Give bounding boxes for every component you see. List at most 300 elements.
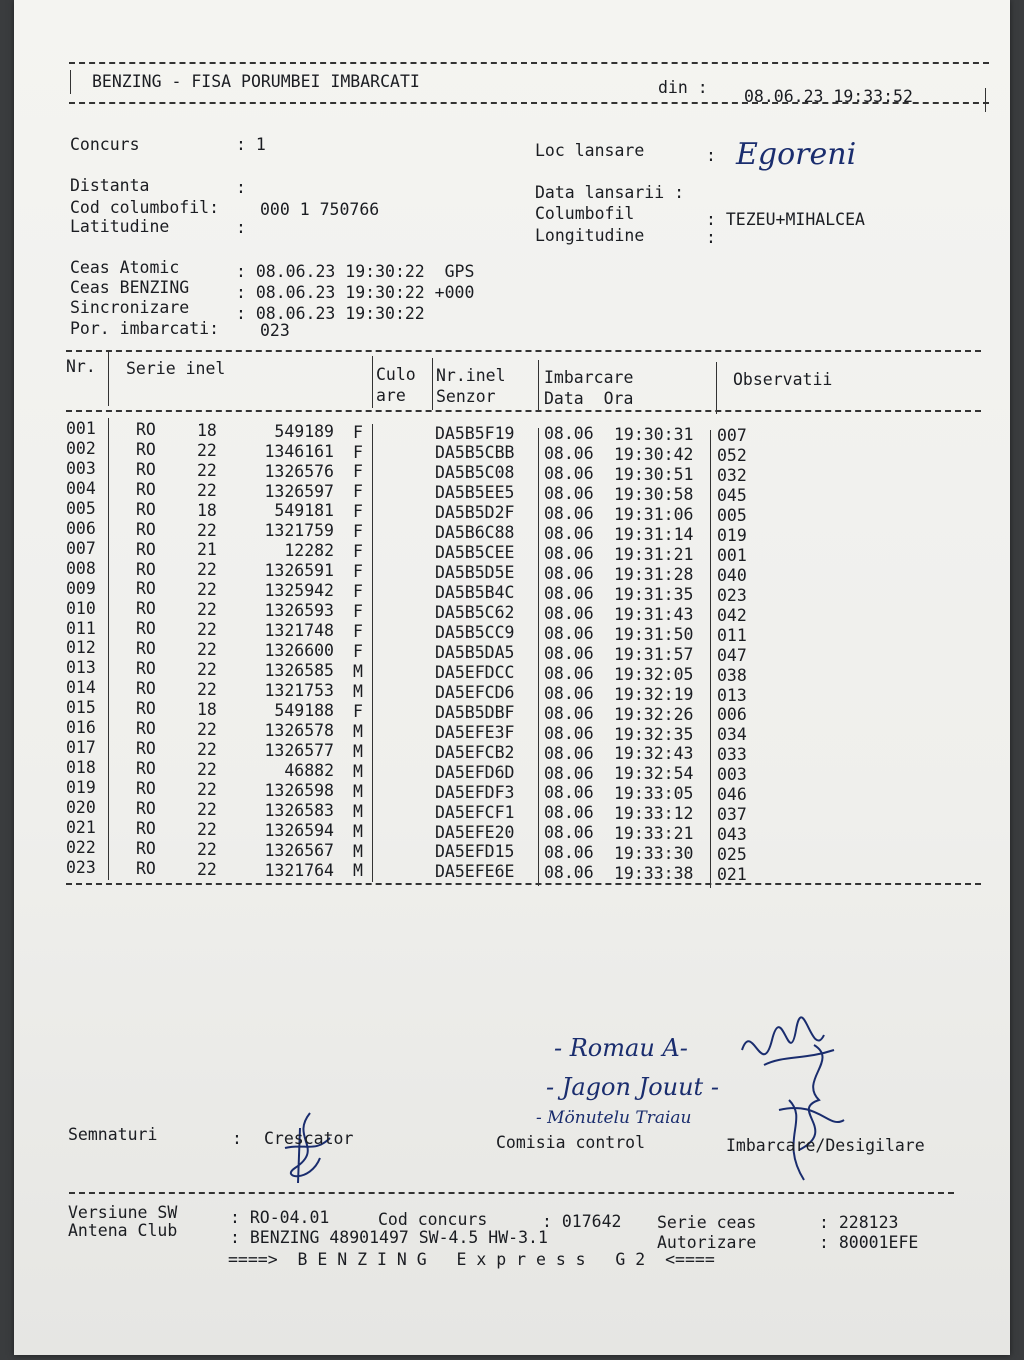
cell-sex: F: [353, 562, 363, 582]
cell-observatii: 005: [717, 505, 747, 525]
cell-date: 08.06: [544, 663, 594, 683]
cell-time: 19:31:14: [614, 525, 694, 545]
cell-sex: F: [353, 422, 363, 442]
por-imbarcati-label: Por. imbarcati:: [70, 319, 220, 338]
col-header-senzor: Senzor: [436, 387, 496, 406]
cell-ring-number: 1321759: [264, 521, 334, 541]
cell-observatii: 032: [717, 466, 747, 486]
cell-ring-number: 1326583: [264, 800, 334, 820]
cell-country: RO: [136, 419, 156, 439]
cell-sensor: DA5EFCF1: [435, 802, 515, 822]
footer-top-rule: [69, 1192, 954, 1194]
din-value: 08.06.23 19:33:52: [744, 87, 913, 106]
cell-sex: F: [353, 442, 363, 462]
col-header-nr: Nr.: [66, 357, 96, 376]
cell-ring-number: 1326578: [264, 720, 334, 740]
cell-date: 08.06: [544, 504, 594, 524]
cell-country: RO: [136, 539, 156, 559]
cell-ring-number: 1326593: [264, 601, 334, 621]
cell-country: RO: [136, 519, 156, 539]
cell-sensor: DA5B5CEE: [435, 543, 515, 563]
cell-year: 22: [197, 640, 217, 660]
handwritten-name-3: - Mönutelu Traiau: [536, 1108, 692, 1128]
semnaturi-sep: :: [232, 1129, 242, 1148]
table-row: [14, 618, 1010, 645]
table-row: [14, 538, 1010, 565]
versiune-sw-value: : RO-04.01: [230, 1208, 330, 1227]
cell-year: 21: [197, 540, 217, 560]
cell-sex: F: [353, 642, 363, 662]
cell-time: 19:33:30: [614, 844, 694, 864]
cell-year: 22: [197, 859, 217, 879]
cell-date: 08.06: [544, 424, 594, 444]
cell-observatii: 047: [717, 645, 747, 665]
cell-observatii: 042: [717, 605, 747, 625]
col-header-nrinel: Nr.inel: [436, 366, 506, 385]
cell-ring-number: 1326585: [264, 661, 334, 681]
table-top-rule: [66, 350, 981, 352]
cell-nr: 001: [66, 419, 96, 438]
cell-time: 19:32:43: [614, 744, 694, 764]
table-row: [14, 678, 1010, 705]
cell-observatii: 021: [717, 865, 747, 885]
cell-date: 08.06: [544, 783, 594, 803]
printed-sheet: [14, 0, 1010, 1355]
table-row: [14, 438, 1010, 466]
cell-year: 18: [197, 500, 217, 520]
col-sep-3: [432, 358, 433, 410]
cell-date: 08.06: [544, 823, 594, 843]
cell-observatii: 023: [717, 585, 747, 605]
cell-nr: 007: [66, 538, 96, 558]
cell-year: 22: [197, 759, 217, 779]
table-row: [14, 818, 1010, 845]
table-row: [14, 419, 1010, 446]
cell-sex: F: [353, 522, 363, 542]
cell-nr: 002: [66, 438, 96, 458]
cell-year: 22: [197, 720, 217, 740]
cell-nr: 003: [66, 458, 96, 478]
table-row: [14, 478, 1010, 506]
cell-date: 08.06: [544, 743, 594, 763]
loc-lansare-sep: :: [706, 146, 716, 165]
cell-country: RO: [136, 818, 156, 838]
cell-ring-number: 1326576: [264, 461, 334, 481]
cell-date: 08.06: [544, 464, 594, 484]
latitudine-label: Latitudine: [70, 217, 170, 236]
cod-columbofil-label: Cod columbofil:: [70, 198, 220, 217]
cell-country: RO: [136, 559, 156, 579]
table-row: [14, 718, 1010, 745]
cell-sex: F: [353, 701, 363, 721]
cell-time: 19:31:06: [614, 505, 694, 525]
cell-ring-number: 1346161: [264, 441, 334, 461]
cell-country: RO: [136, 599, 156, 619]
header-bottom-rule: [69, 102, 989, 104]
table-row: [14, 738, 1010, 765]
cell-sex: F: [353, 582, 363, 602]
cell-observatii: 043: [717, 825, 747, 845]
cell-sensor: DA5B5D2F: [435, 503, 515, 523]
cell-date: 08.06: [544, 863, 594, 883]
cell-date: 08.06: [544, 723, 594, 743]
por-imbarcati-value: 023: [260, 321, 290, 340]
cell-sensor: DA5EFDF3: [435, 782, 515, 802]
concurs-value: : 1: [236, 135, 266, 154]
cell-observatii: 025: [717, 845, 747, 865]
table-row: [14, 758, 1010, 785]
cell-ring-number: 549181: [274, 501, 334, 521]
cell-date: 08.06: [544, 763, 594, 783]
cell-nr: 005: [66, 498, 96, 518]
cell-sex: M: [353, 781, 363, 801]
table-row: [14, 578, 1010, 605]
cell-ring-number: 46882: [284, 760, 334, 780]
cell-time: 19:31:28: [614, 564, 694, 584]
cell-country: RO: [136, 439, 156, 459]
cod-columbofil-value: 000 1 750766: [260, 200, 380, 219]
cell-sensor: DA5EFCB2: [435, 742, 515, 762]
cell-observatii: 001: [717, 545, 747, 565]
cell-observatii: 011: [717, 625, 747, 645]
cell-country: RO: [136, 579, 156, 599]
col-header-serie: Serie inel: [126, 359, 226, 378]
cell-nr: 006: [66, 518, 96, 538]
cell-ring-number: 1326591: [264, 561, 334, 581]
cell-sensor: DA5B5C62: [435, 603, 515, 623]
handwritten-name-2: - Jagon Jouut -: [546, 1073, 719, 1101]
cell-time: 19:33:38: [614, 864, 694, 884]
cell-sex: M: [353, 661, 363, 681]
cell-year: 22: [197, 600, 217, 620]
cell-sex: F: [353, 542, 363, 562]
cell-sex: M: [353, 721, 363, 741]
cell-ring-number: 1326597: [264, 481, 334, 501]
col-header-data-ora: Data Ora: [544, 389, 634, 408]
cell-time: 19:31:50: [614, 624, 694, 644]
antena-club-value: : BENZING 48901497 SW-4.5 HW-3.1: [230, 1228, 548, 1247]
imbarcare-desigilare-label: Imbarcare/Desigilare: [726, 1136, 925, 1155]
table-row: [14, 518, 1010, 545]
cell-sensor: DA5B5DA5: [435, 642, 515, 662]
col-header-imbarcare: Imbarcare: [544, 368, 634, 387]
cell-year: 22: [197, 839, 217, 859]
cell-sensor: DA5B6C88: [435, 523, 515, 543]
ceas-atomic-label: Ceas Atomic: [70, 258, 180, 277]
cell-time: 19:33:12: [614, 804, 694, 824]
latitudine-value: :: [236, 218, 246, 237]
table-row: [14, 498, 1010, 525]
cell-sensor: DA5EFD15: [435, 842, 515, 862]
cell-nr: 018: [66, 758, 96, 778]
table-row: [14, 698, 1010, 725]
cell-observatii: 013: [717, 685, 747, 705]
cell-ring-number: 549188: [274, 700, 334, 720]
cell-country: RO: [136, 798, 156, 818]
cell-country: RO: [136, 619, 156, 639]
cell-nr: 012: [66, 638, 96, 658]
data-lansarii-label: Data lansarii :: [535, 183, 685, 202]
cell-sex: F: [353, 602, 363, 622]
signature-scribble-3: [270, 1108, 340, 1188]
distanta-value: :: [236, 178, 246, 197]
cell-sensor: DA5B5B4C: [435, 583, 515, 603]
cell-nr: 015: [66, 698, 96, 718]
cell-nr: 011: [66, 618, 96, 638]
cell-date: 08.06: [544, 544, 594, 564]
cell-ring-number: 1326567: [264, 840, 334, 860]
concurs-label: Concurs: [70, 135, 140, 154]
cell-sensor: DA5EFE3F: [435, 722, 515, 742]
cell-ring-number: 1326600: [264, 641, 334, 661]
cell-sex: M: [353, 861, 363, 881]
cell-sensor: DA5B5F19: [435, 423, 515, 443]
cell-country: RO: [136, 639, 156, 659]
serie-ceas-value: : 228123: [819, 1213, 899, 1232]
cell-ring-number: 1321753: [264, 681, 334, 701]
cell-nr: 022: [66, 837, 96, 857]
cell-sensor: DA5B5DBF: [435, 702, 515, 722]
cell-time: 19:32:05: [614, 664, 694, 684]
cell-time: 19:30:58: [614, 485, 694, 505]
cell-sensor: DA5EFE6E: [435, 862, 515, 882]
document-title: BENZING - FISA PORUMBEI IMBARCATI: [92, 72, 420, 91]
cell-date: 08.06: [544, 623, 594, 643]
cell-year: 22: [197, 739, 217, 759]
cell-nr: 014: [66, 678, 96, 698]
din-label: din :: [658, 78, 708, 97]
col-header-culo: Culo: [376, 365, 416, 384]
cell-country: RO: [136, 838, 156, 858]
versiune-sw-label: Versiune SW: [68, 1203, 178, 1222]
cell-date: 08.06: [544, 643, 594, 663]
cell-time: 19:30:42: [614, 445, 694, 465]
ceas-benzing-label: Ceas BENZING: [70, 278, 190, 297]
cell-sensor: DA5EFE20: [435, 822, 515, 842]
cell-sex: M: [353, 741, 363, 761]
cell-observatii: 006: [717, 705, 747, 725]
table-row: [14, 837, 1010, 865]
cell-year: 22: [197, 560, 217, 580]
cell-year: 22: [197, 680, 217, 700]
cell-observatii: 038: [717, 665, 747, 685]
cell-time: 19:33:21: [614, 824, 694, 844]
cell-sensor: DA5B5C08: [435, 463, 515, 483]
table-row: [14, 798, 1010, 825]
cell-date: 08.06: [544, 843, 594, 863]
cell-sex: M: [353, 801, 363, 821]
crescator-label: Crescator: [264, 1129, 354, 1148]
handwritten-name-1: - Romau A-: [554, 1034, 688, 1062]
cell-observatii: 046: [717, 785, 747, 805]
cell-year: 22: [197, 520, 217, 540]
table-row: [14, 458, 1010, 486]
cell-country: RO: [136, 659, 156, 679]
cell-time: 19:32:35: [614, 724, 694, 744]
cell-observatii: 007: [717, 426, 747, 446]
table-row: [14, 857, 1010, 885]
benzing-brand-line: ====> B E N Z I N G E x p r e s s G 2 <====: [228, 1250, 715, 1269]
cell-sensor: DA5EFD6D: [435, 762, 515, 782]
columbofil-value: : TEZEU+MIHALCEA: [706, 210, 865, 229]
cell-nr: 020: [66, 798, 96, 818]
cell-year: 22: [197, 580, 217, 600]
cell-country: RO: [136, 858, 156, 878]
cell-year: 18: [197, 700, 217, 720]
autorizare-value: : 80001EFE: [819, 1233, 919, 1252]
cell-nr: 010: [66, 598, 96, 618]
ceas-atomic-value: : 08.06.23 19:30:22 GPS: [236, 262, 475, 281]
cell-date: 08.06: [544, 703, 594, 723]
cell-sex: M: [353, 681, 363, 701]
cell-year: 22: [197, 620, 217, 640]
cell-country: RO: [136, 778, 156, 798]
cod-concurs-label: Cod concurs: [378, 1210, 488, 1229]
cell-sensor: DA5B5D5E: [435, 563, 515, 583]
cell-date: 08.06: [544, 524, 594, 544]
cell-sensor: DA5EFCD6: [435, 682, 515, 702]
cell-time: 19:30:51: [614, 465, 694, 485]
cell-time: 19:31:57: [614, 644, 694, 664]
cell-ring-number: 549189: [274, 421, 334, 441]
cell-country: RO: [136, 479, 156, 499]
col-sep-2: [372, 356, 373, 408]
col-header-observatii: Observatii: [733, 370, 833, 389]
cell-sensor: DA5B5EE5: [435, 483, 515, 503]
cell-date: 08.06: [544, 444, 594, 464]
cell-nr: 021: [66, 818, 96, 837]
serie-ceas-label: Serie ceas: [657, 1213, 757, 1232]
col-sep-1: [108, 352, 109, 406]
table-row: [14, 558, 1010, 585]
cell-nr: 008: [66, 558, 96, 578]
cell-nr: 019: [66, 778, 96, 798]
cell-time: 19:32:26: [614, 704, 694, 724]
longitudine-value: :: [706, 228, 716, 247]
cell-time: 19:32:54: [614, 764, 694, 784]
col-header-are: are: [376, 386, 406, 405]
cell-ring-number: 1321748: [264, 621, 334, 641]
cell-ring-number: 1326577: [264, 740, 334, 760]
loc-lansare-handwritten: Egoreni: [736, 137, 857, 172]
cell-sex: F: [353, 462, 363, 482]
table-bottom-rule: [66, 883, 981, 885]
cell-observatii: 037: [717, 805, 747, 825]
cell-ring-number: 1326594: [264, 820, 334, 840]
table-row: [14, 638, 1010, 665]
ceas-benzing-value: : 08.06.23 19:30:22 +000: [236, 283, 475, 302]
cell-nr: 016: [66, 718, 96, 738]
cell-country: RO: [136, 679, 156, 699]
header-right-bar: [985, 88, 986, 112]
longitudine-label: Longitudine: [535, 226, 645, 245]
table-header-rule: [66, 410, 981, 412]
cod-concurs-value: : 017642: [542, 1212, 622, 1231]
columbofil-label: Columbofil: [535, 204, 635, 223]
col-sep-4: [538, 360, 539, 412]
cell-year: 22: [197, 799, 217, 819]
cell-date: 08.06: [544, 564, 594, 584]
cell-sex: F: [353, 502, 363, 522]
cell-observatii: 003: [717, 765, 747, 785]
cell-nr: 013: [66, 658, 96, 678]
header-left-bar: [70, 70, 71, 94]
cell-country: RO: [136, 759, 156, 779]
cell-country: RO: [136, 499, 156, 519]
distanta-label: Distanta: [70, 176, 150, 195]
cell-observatii: 052: [717, 446, 747, 466]
table-row: [14, 598, 1010, 625]
cell-country: RO: [136, 739, 156, 759]
table-row: [14, 778, 1010, 805]
signature-scribble-2: [759, 1040, 859, 1190]
cell-sensor: DA5B5CBB: [435, 443, 515, 463]
cell-time: 19:30:31: [614, 425, 694, 445]
cell-year: 22: [197, 460, 217, 480]
comisia-control-label: Comisia control: [496, 1133, 646, 1152]
cell-country: RO: [136, 699, 156, 719]
cell-time: 19:31:43: [614, 604, 694, 624]
sincronizare-label: Sincronizare: [70, 298, 190, 317]
cell-sex: M: [353, 761, 363, 781]
col-sep-5: [716, 362, 717, 414]
cell-observatii: 019: [717, 525, 747, 545]
cell-year: 18: [197, 420, 217, 440]
cell-ring-number: 1321764: [264, 860, 334, 880]
cell-nr: 023: [66, 857, 96, 877]
cell-country: RO: [136, 719, 156, 739]
cell-time: 19:33:05: [614, 784, 694, 804]
cell-ring-number: 12282: [284, 541, 334, 561]
cell-sex: M: [353, 821, 363, 841]
header-top-rule: [69, 62, 989, 64]
cell-date: 08.06: [544, 683, 594, 703]
cell-time: 19:32:19: [614, 684, 694, 704]
cell-nr: 017: [66, 738, 96, 758]
loc-lansare-label: Loc lansare: [535, 141, 645, 160]
cell-year: 22: [197, 819, 217, 839]
cell-year: 22: [197, 440, 217, 460]
cell-observatii: 040: [717, 565, 747, 585]
autorizare-label: Autorizare: [657, 1233, 757, 1252]
cell-ring-number: 1325942: [264, 581, 334, 601]
sincronizare-value: : 08.06.23 19:30:22: [236, 304, 425, 323]
table-row: [14, 658, 1010, 685]
cell-sensor: DA5EFDCC: [435, 662, 515, 682]
cell-date: 08.06: [544, 583, 594, 603]
cell-time: 19:31:35: [614, 584, 694, 604]
cell-observatii: 033: [717, 745, 747, 765]
cell-observatii: 034: [717, 725, 747, 745]
semnaturi-label: Semnaturi: [68, 1125, 158, 1144]
cell-sex: F: [353, 482, 363, 502]
cell-nr: 004: [66, 478, 96, 498]
cell-observatii: 045: [717, 486, 747, 506]
cell-time: 19:31:21: [614, 544, 694, 564]
cell-year: 22: [197, 779, 217, 799]
cell-year: 22: [197, 480, 217, 500]
cell-date: 08.06: [544, 484, 594, 504]
cell-year: 22: [197, 660, 217, 680]
cell-country: RO: [136, 459, 156, 479]
cell-sex: M: [353, 841, 363, 861]
cell-nr: 009: [66, 578, 96, 598]
antena-club-label: Antena Club: [68, 1221, 178, 1240]
cell-sex: F: [353, 622, 363, 642]
cell-ring-number: 1326598: [264, 780, 334, 800]
cell-date: 08.06: [544, 603, 594, 623]
cell-sensor: DA5B5CC9: [435, 623, 515, 642]
